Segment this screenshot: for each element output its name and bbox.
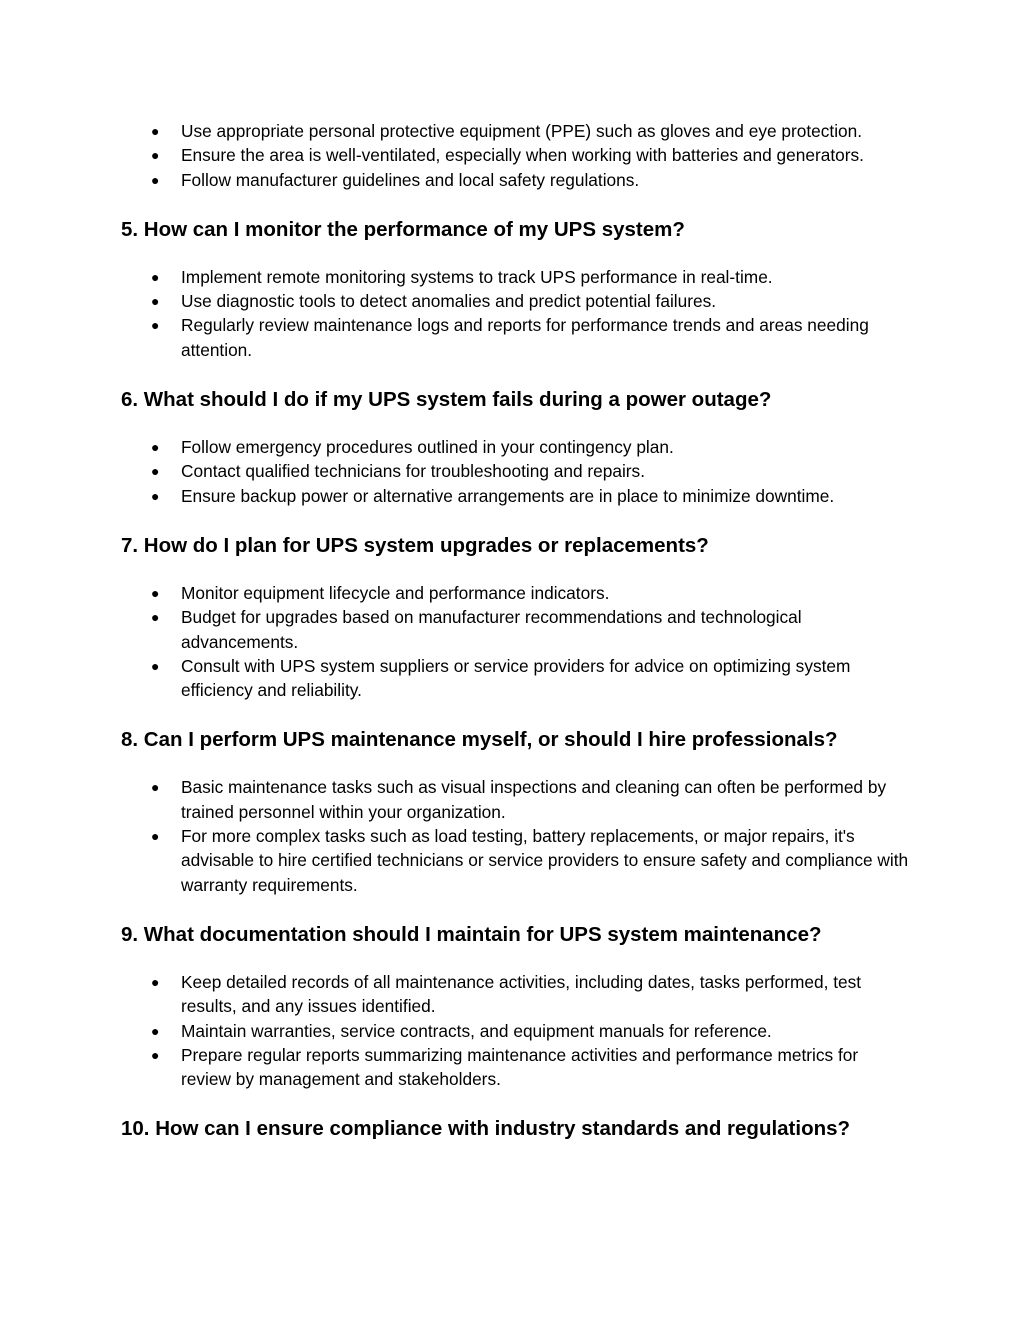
section-bullet-list xyxy=(121,970,911,1091)
list-item xyxy=(121,265,911,289)
list-item-text: Budget for upgrades based on manufacturer recommendations and technological advancements. xyxy=(181,607,802,652)
list-item-text: Regularly review maintenance logs and reports for performance trends and areas needing attention. xyxy=(181,315,869,360)
list-item xyxy=(121,119,911,143)
list-item xyxy=(121,459,911,483)
list-item xyxy=(121,654,911,703)
list-item-text: Follow emergency procedures outlined in your contingency plan. xyxy=(181,437,674,458)
list-item-text: Keep detailed records of all maintenance activities, including dates, tasks performed, test results, and any issues identified. xyxy=(181,971,862,1017)
list-item-text: Ensure the area is well-ventilated, especially when working with batteries and generators. xyxy=(181,145,864,166)
bullet-icon: ● xyxy=(151,657,160,674)
bullet-icon: ● xyxy=(151,268,160,285)
list-item xyxy=(121,824,911,897)
section-bullet-list xyxy=(121,435,911,508)
section-heading: 8. Can I perform UPS maintenance myself, or should I hire professionals? xyxy=(121,728,838,752)
bullet-icon: ● xyxy=(151,317,160,334)
list-item-text: Maintain warranties, service contracts, and equipment manuals for reference. xyxy=(181,1020,772,1041)
list-item-text: Basic maintenance tasks such as visual inspections and cleaning can often be performed by trained personnel within your organization. xyxy=(181,777,887,822)
section-heading: 10. How can I ensure compliance with industry standards and regulations? xyxy=(121,1117,851,1141)
list-item-text: Prepare regular reports summarizing maintenance activities and performance metrics for review by management and stakeholders. xyxy=(181,1044,859,1090)
list-item xyxy=(121,168,911,192)
document-content xyxy=(121,119,911,1164)
list-item xyxy=(121,313,911,362)
list-item xyxy=(121,970,911,1019)
list-item xyxy=(121,484,911,508)
bullet-icon: ● xyxy=(151,1022,160,1039)
bullet-icon: ● xyxy=(151,293,160,310)
bullet-icon: ● xyxy=(151,147,160,164)
list-item-text: Implement remote monitoring systems to track UPS performance in real-time. xyxy=(181,266,773,287)
bullet-icon: ● xyxy=(151,439,160,456)
list-item xyxy=(121,1019,911,1043)
list-item xyxy=(121,581,911,605)
bullet-icon: ● xyxy=(151,487,160,504)
list-item xyxy=(121,289,911,313)
section-heading: 7. How do I plan for UPS system upgrades or replacements? xyxy=(121,533,709,557)
section-heading: 6. What should I do if my UPS system fails during a power outage? xyxy=(121,388,772,412)
section-heading: 5. How can I monitor the performance of my UPS system? xyxy=(121,217,685,241)
bullet-icon: ● xyxy=(151,463,160,480)
section-bullet-list xyxy=(121,581,911,702)
intro-bullet-list xyxy=(121,119,911,192)
list-item-text: Use diagnostic tools to detect anomalies and predict potential failures. xyxy=(181,291,717,312)
list-item-text: Follow manufacturer guidelines and local safety regulations. xyxy=(181,169,640,190)
bullet-icon: ● xyxy=(151,828,160,845)
bullet-icon: ● xyxy=(151,779,160,796)
section-bullet-list xyxy=(121,775,911,896)
list-item-text: Contact qualified technicians for troubleshooting and repairs. xyxy=(181,461,645,482)
bullet-icon: ● xyxy=(151,123,160,139)
list-item xyxy=(121,1043,911,1092)
list-item xyxy=(121,605,911,654)
list-item xyxy=(121,143,911,167)
list-item xyxy=(121,775,911,824)
list-item-text: Ensure backup power or alternative arrangements are in place to minimize downtime. xyxy=(181,485,835,506)
bullet-icon: ● xyxy=(151,1046,160,1063)
list-item xyxy=(121,435,911,459)
section-bullet-list xyxy=(121,265,911,362)
list-item-text: Monitor equipment lifecycle and performance indicators. xyxy=(181,582,610,603)
bullet-icon: ● xyxy=(151,973,160,990)
list-item-text: Consult with UPS system suppliers or service providers for advice on optimizing system efficiency and reliability. xyxy=(181,655,851,701)
list-item-text: For more complex tasks such as load testing, battery replacements, or major repairs, it's advisable to hire certified technicians or service providers to ensure safety and compliance with warranty requirements. xyxy=(181,826,909,895)
list-item-text: Use appropriate personal protective equipment (PPE) such as gloves and eye protection. xyxy=(181,121,863,141)
bullet-icon: ● xyxy=(151,609,160,626)
section-heading: 9. What documentation should I maintain for UPS system maintenance? xyxy=(121,922,822,946)
bullet-icon: ● xyxy=(151,171,160,188)
bullet-icon: ● xyxy=(151,584,160,601)
